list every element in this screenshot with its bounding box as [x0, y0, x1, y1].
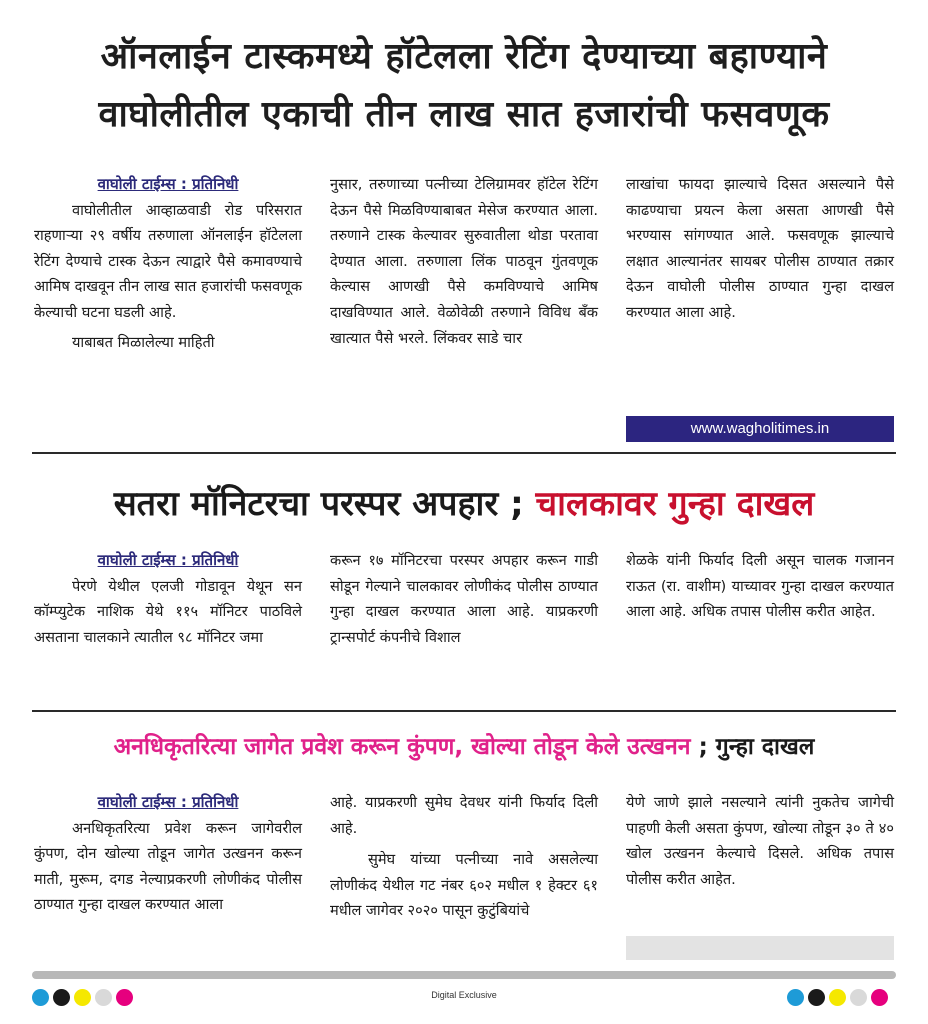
footer-label: Digital Exclusive — [431, 990, 497, 1000]
story3-column1 — [34, 790, 302, 918]
story1-byline: वाघोली टाईम्स : प्रतिनिधी — [97, 175, 239, 193]
registration-dots-right — [787, 989, 888, 1006]
section-divider-1 — [32, 452, 896, 454]
story2-byline: वाघोली टाईम्स : प्रतिनिधी — [97, 551, 239, 569]
story2-column1 — [34, 548, 302, 650]
story1-column1 — [34, 172, 302, 355]
headline-story2-part1: सतरा मॉनिटरचा परस्पर अपहार ; — [113, 484, 524, 524]
headline-story1-line2: वाघोलीतील एकाची तीन लाख सात हजारांची फसवणूक — [98, 94, 830, 135]
story1-column2 — [330, 172, 598, 351]
section-divider-2 — [32, 710, 896, 712]
story3-col2-para2: सुमेघ यांच्या पत्नीच्या नावे असलेल्या लोणीकंद येथील गट नंबर ६०२ मधील १ हेक्टर ६१ मधील जागेवर २०२० पासून कुटुंबियांचे — [330, 851, 598, 920]
headline-story2-part2: चालकावर गुन्हा दाखल — [535, 484, 815, 524]
story2-col2-text: करून १७ मॉनिटरचा परस्पर अपहार करून गाडी सोडून गेल्याने चालकावर लोणीकंद पोलीस ठाण्यात गुन्हा दाखल करण्यात आला आहे. याप्रकरणी ट्रान्सपोर्ट कंपनीचे विशाल — [330, 552, 598, 646]
bottom-bar — [32, 971, 896, 979]
story3-col1-text: अनधिकृतरित्या प्रवेश करून जागेवरील कुंपण, दोन खोल्या तोडून जागेत उत्खनन करून माती, मुरूम, दगड नेल्याप्रकरणी लोणीकंद पोलीस ठाण्यात गुन्हा दाखल करण्यात आला — [34, 819, 302, 914]
headline-story1 — [20, 28, 908, 144]
story2-column3 — [626, 548, 894, 625]
story1-column3 — [626, 172, 894, 326]
story3-column3 — [626, 790, 894, 892]
registration-dot — [808, 989, 825, 1006]
registration-dot — [829, 989, 846, 1006]
registration-dot — [850, 989, 867, 1006]
headline-story1-line1: ऑनलाईन टास्कमध्ये हॉटेलला रेटिंग देण्याच्या बहाण्याने — [100, 36, 828, 77]
registration-dot — [871, 989, 888, 1006]
registration-dot — [787, 989, 804, 1006]
story2-col3-text: शेळके यांनी फिर्याद दिली असून चालक गजानन राऊत (रा. वाशीम) याच्यावर गुन्हा दाखल करण्यात आला आहे. अधिक तपास पोलीस करीत आहेत. — [626, 552, 894, 621]
headline-story3-part2: ; गुन्हा दाखल — [698, 734, 815, 760]
grey-filler-box — [626, 936, 894, 960]
story1-col1-para1: वाघोलीतील आव्हाळवाडी रोड परिसरात राहणाऱ्या २९ वर्षीय तरुणाला ऑनलाईन हॉटेलला रेटिंग देण्याचे टास्क देऊन त्याद्वारे पैसे कमावण्याचे आमिष दाखवून तीन लाख सात हजारांची फसवणूक केल्याची घटना घडली आहे. — [34, 201, 302, 321]
story3-col2-para1: आहे. याप्रकरणी सुमेघ देवधर यांनी फिर्याद दिली आहे. — [330, 794, 598, 837]
headline-story3-part1: अनधिकृतरित्या जागेत प्रवेश करून कुंपण, खोल्या तोडून केले उत्खनन — [113, 734, 691, 760]
story3-column2 — [330, 790, 598, 924]
story3-byline: वाघोली टाईम्स : प्रतिनिधी — [97, 793, 239, 811]
headline-story2 — [20, 478, 908, 530]
story1-col3-text: लाखांचा फायदा झाल्याचे दिसत असल्याने पैसे काढण्याचा प्रयत्न केला असता आणखी पैसे भरण्यास सांगण्यात आले. फसवणूक झाल्याचे लक्षात आल्यानंतर सायबर पोलीस ठाण्यात तक्रार देऊन वाघोली पोलीस ठाण्यात गुन्हा दाखल करण्यात आला आहे. — [626, 176, 894, 321]
headline-story3 — [20, 725, 908, 769]
story2-col1-text: पेरणे येथील एलजी गोडावून येथून सन कॉम्प्युटेक नाशिक येथे ११५ मॉनिटर पाठविले असताना चालकाने त्यातील ९८ मॉनिटर जमा — [34, 577, 302, 646]
story1-col2-text: नुसार, तरुणाच्या पत्नीच्या टेलिग्रामवर हॉटेल रेटिंग देऊन पैसे मिळविण्याबाबत मेसेज करण्यात आला. तरुणाने टास्क केल्यावर सुरुवातीला थोडा परतावा देण्यात आला. तरुणाला लिंक पाठवून गुंतवणूक केल्यास आणखी पैसे कमविण्याचे आमिष दाखविण्यात आले. वेळोवेळी तरुणाने विविध बँक खात्यात पैसे भरले. लिंकवर साडे चार — [330, 176, 598, 347]
story2-column2 — [330, 548, 598, 650]
story1-col1-para2: याबाबत मिळालेल्या माहिती — [71, 333, 215, 351]
story3-col3-text: येणे जाणे झाले नसल्याने त्यांनी नुकतेच जागेची पाहणी केली असता कुंपण, खोल्या तोडून ३० ते ४० खोल उत्खनन केल्याचे दिसले. अधिक तपास पोलीस करीत आहेत. — [626, 794, 894, 888]
website-link-banner[interactable]: www.wagholitimes.in — [626, 416, 894, 442]
